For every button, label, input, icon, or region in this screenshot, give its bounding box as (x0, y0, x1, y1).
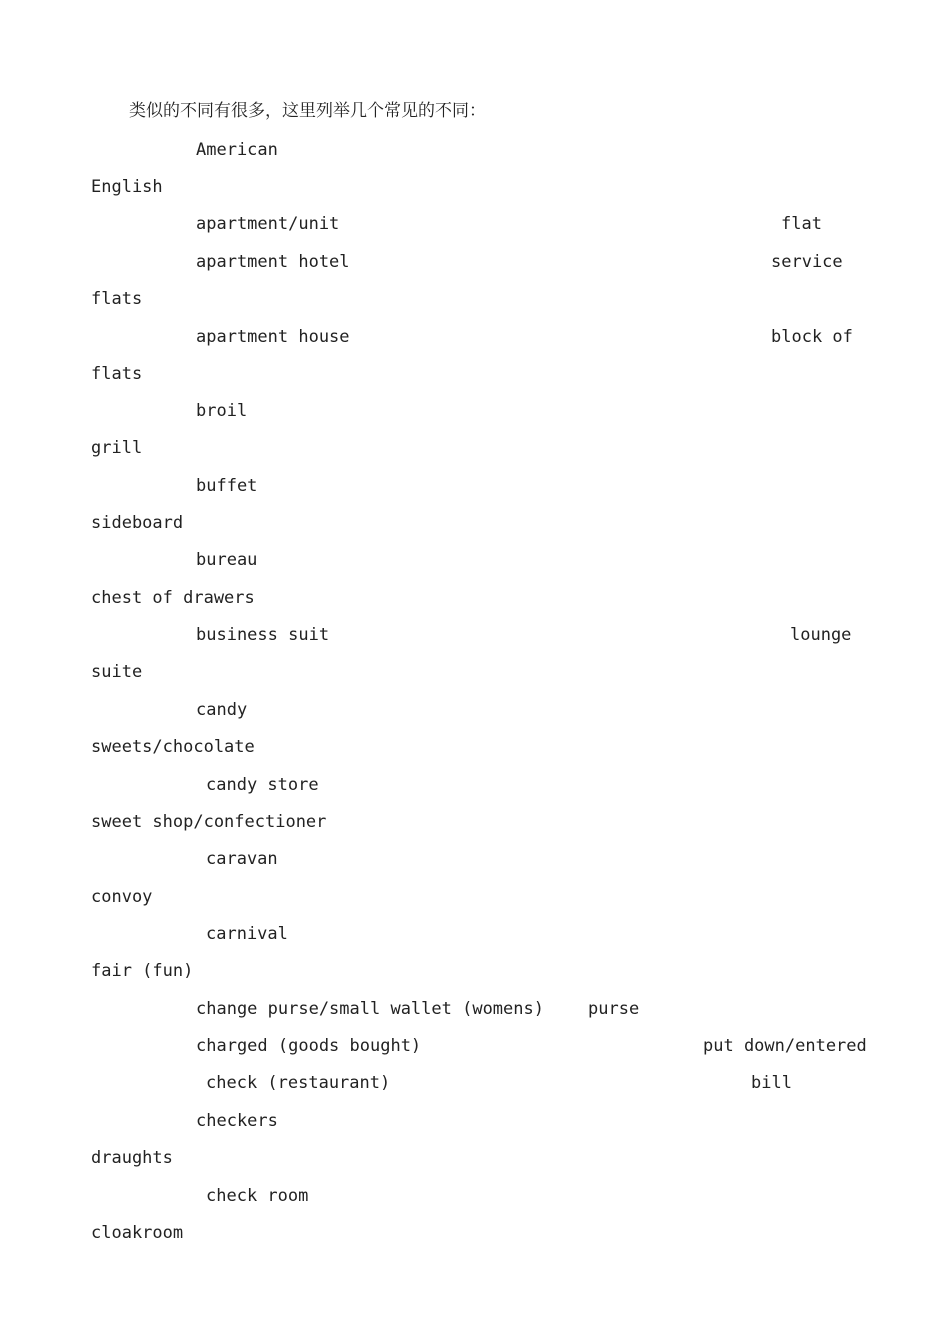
british-term-continued: fair (fun) (91, 961, 194, 981)
american-term: candy store (206, 775, 319, 795)
british-term: put down/entered (703, 1036, 867, 1056)
british-term-continued: grill (91, 438, 143, 458)
american-term: charged (goods bought) (196, 1036, 422, 1056)
british-term-continued: cloakroom (91, 1223, 184, 1243)
british-term: lounge (790, 625, 852, 645)
american-term: bureau (196, 550, 258, 570)
american-term: carnival (206, 924, 288, 944)
british-term-continued: draughts (91, 1148, 173, 1168)
british-term-continued: flats (91, 289, 143, 309)
british-term-continued: sideboard (91, 513, 184, 533)
american-column-heading: American (196, 140, 278, 160)
british-term-continued: sweet shop/confectioner (91, 812, 327, 832)
american-term: change purse/small wallet (womens) (196, 999, 544, 1019)
british-term: block of (771, 327, 853, 347)
american-term: apartment/unit (196, 214, 340, 234)
british-term: flat (781, 214, 822, 234)
american-term: check room (206, 1186, 309, 1206)
american-term: caravan (206, 849, 278, 869)
american-term: buffet (196, 476, 258, 496)
american-term: check (restaurant) (206, 1073, 391, 1093)
intro-paragraph: 类似的不同有很多，这里列举几个常见的不同： (129, 101, 486, 121)
british-term-continued: flats (91, 364, 143, 384)
english-column-heading: English (91, 177, 163, 197)
british-term: purse (588, 999, 640, 1019)
british-term: bill (751, 1073, 792, 1093)
british-term-continued: convoy (91, 887, 153, 907)
american-term: checkers (196, 1111, 278, 1131)
american-term: business suit (196, 625, 330, 645)
british-term-continued: sweets/chocolate (91, 737, 255, 757)
american-term: apartment hotel (196, 252, 350, 272)
american-term: candy (196, 700, 248, 720)
american-term: apartment house (196, 327, 350, 347)
british-term: service (771, 252, 843, 272)
british-term-continued: suite (91, 662, 143, 682)
american-term: broil (196, 401, 248, 421)
british-term-continued: chest of drawers (91, 588, 255, 608)
